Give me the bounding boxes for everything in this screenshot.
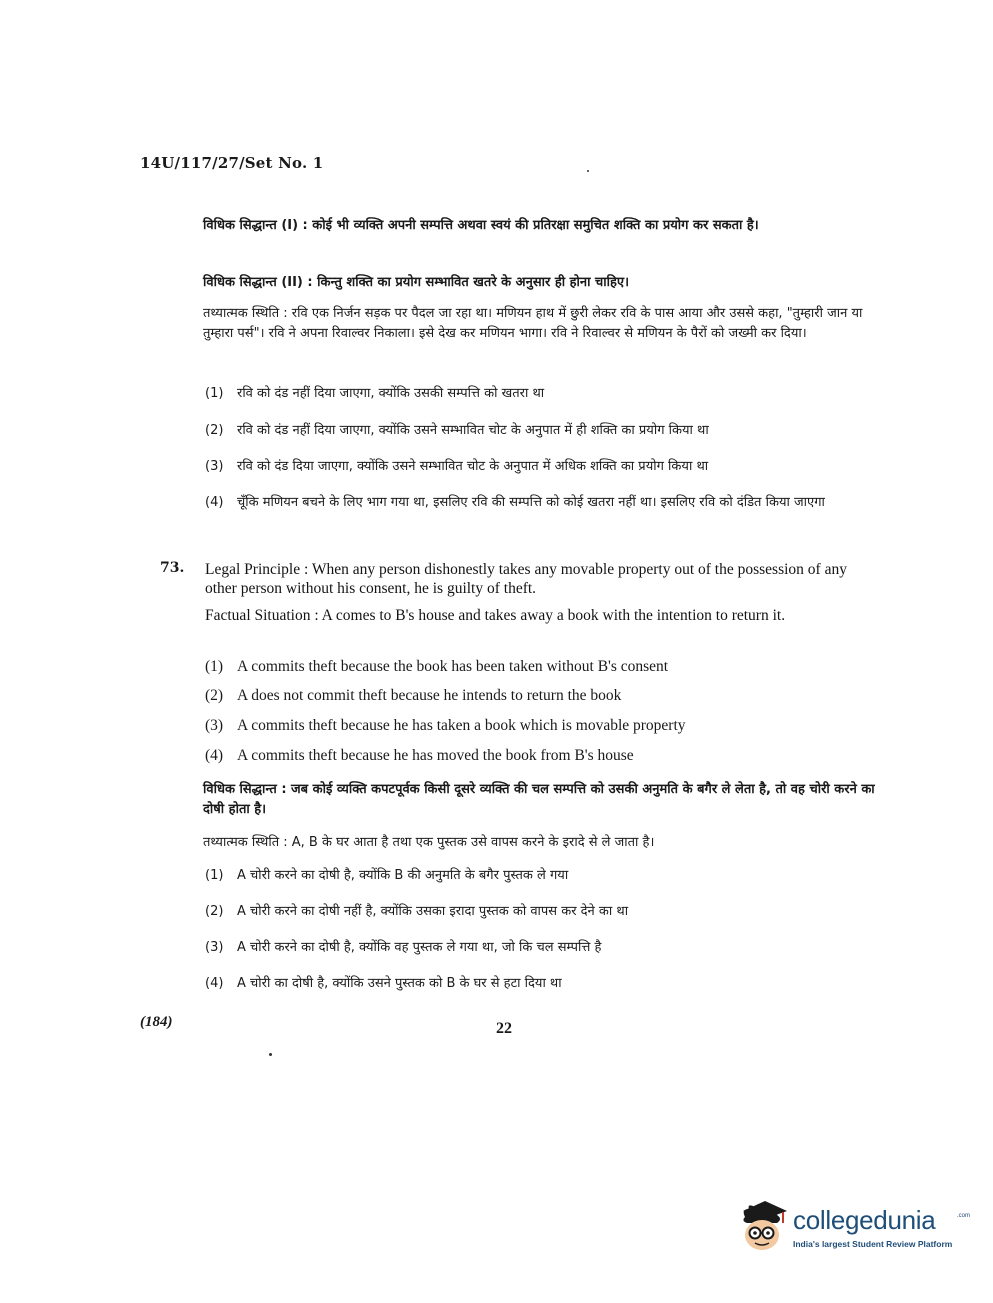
q73-option-1: (1) A commits theft because the book has been taken without B's consent bbox=[205, 658, 669, 675]
scan-speck bbox=[587, 170, 589, 172]
factual-situation-hindi-2: तथ्यात्मक स्थिति : A, B के घर आता है तथा एक पुस्तक उसे वापस करने के इरादे से ले जाता है। bbox=[203, 835, 655, 850]
q73-option-2: (2) A does not commit theft because he intends to return the book bbox=[205, 687, 622, 704]
booklet-code: (184) bbox=[140, 1014, 173, 1030]
q72-option-4: (4) चूँकि मणियन बचने के लिए भाग गया था, इसलिए रवि की सम्पत्ति को कोई खतरा नहीं था। इसलिए रवि को दंडित किया जाएगा bbox=[205, 495, 825, 510]
question-number: 73. bbox=[160, 560, 185, 576]
q72-option-1: (1) रवि को दंड नहीं दिया जाएगा, क्योंकि उसकी सम्पत्ति को खतरा था bbox=[205, 386, 545, 401]
page-number: 22 bbox=[496, 1020, 512, 1037]
logo-domain-suffix: .com bbox=[957, 1213, 971, 1219]
q73-hindi-option-3: (3) A चोरी करने का दोषी है, क्योंकि वह पुस्तक ले गया था, जो कि चल सम्पत्ति है bbox=[205, 940, 602, 955]
legal-principle-1-hindi: विधिक सिद्धान्त (I) : कोई भी व्यक्ति अपनी सम्पत्ति अथवा स्वयं की प्रतिरक्षा समुचित शक्ति का प्रयोग कर सकता है। bbox=[203, 218, 759, 233]
paper-code: 14U/117/27/Set No. 1 bbox=[140, 154, 324, 172]
mascot-icon bbox=[735, 1195, 791, 1257]
factual-situation-hindi: तथ्यात्मक स्थिति : रवि एक निर्जन सड़क पर पैदल जा रहा था। मणियन हाथ में छुरी लेकर रवि के पास आया और उससे कहा, "तुम्हारी जान या तुम्हारा पर्स"। रवि ने अपना रिवाल्वर निकाला। इसे देख कर मणियन भागा। रवि ने रिवाल्वर से मणियन के पैरों को जख्मी कर दिया। bbox=[203, 306, 863, 341]
collegedunia-logo bbox=[735, 1195, 971, 1265]
scan-speck bbox=[269, 1053, 272, 1056]
q73-hindi-option-2: (2) A चोरी करने का दोषी नहीं है, क्योंकि उसका इरादा पुस्तक को वापस कर देने का था bbox=[205, 904, 629, 919]
q72-option-2: (2) रवि को दंड नहीं दिया जाएगा, क्योंकि उसने सम्भावित चोट के अनुपात में ही शक्ति का प्रयोग किया था bbox=[205, 423, 709, 438]
legal-principle-2-hindi: विधिक सिद्धान्त (II) : किन्तु शक्ति का प्रयोग सम्भावित खतरे के अनुसार ही होना चाहिए। bbox=[203, 275, 629, 290]
q72-option-3: (3) रवि को दंड दिया जाएगा, क्योंकि उसने सम्भावित चोट के अनुपात में अधिक शक्ति का प्रयोग किया था bbox=[205, 459, 709, 474]
q73-option-4: (4) A commits theft because he has moved the book from B's house bbox=[205, 747, 634, 764]
logo-tagline: India's largest Student Review Platform bbox=[793, 1239, 953, 1249]
q73-hindi-option-4: (4) A चोरी का दोषी है, क्योंकि उसने पुस्तक को B के घर से हटा दिया था bbox=[205, 976, 562, 991]
factual-situation-english: Factual Situation : A comes to B's house and takes away a book with the intention to return it. bbox=[205, 607, 786, 624]
q73-hindi-option-1: (1) A चोरी करने का दोषी है, क्योंकि B की अनुमति के बगैर पुस्तक ले गया bbox=[205, 868, 569, 883]
legal-principle-english: Legal Principle : When any person dishonestly takes any movable property out of the possession of any other person without his consent, he is guilty of theft. bbox=[205, 561, 847, 597]
q73-option-3: (3) A commits theft because he has taken a book which is movable property bbox=[205, 717, 686, 734]
legal-principle-hindi: विधिक सिद्धान्त : जब कोई व्यक्ति कपटपूर्वक किसी दूसरे व्यक्ति की चल सम्पत्ति को उसकी अनुमति के बगैर ले लेता है, तो वह चोरी करने का दोषी होता है। bbox=[203, 782, 875, 817]
logo-wordmark: collegedunia bbox=[793, 1205, 936, 1235]
